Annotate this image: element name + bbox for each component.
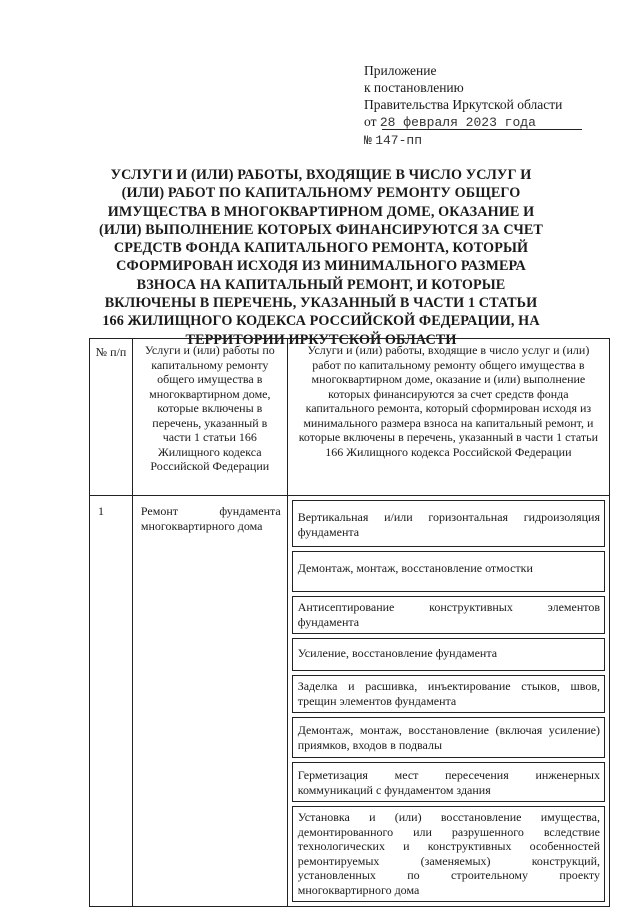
work-item: Заделка и расшивка, инъектирование стыков, швов, трещин элементов фундамента [292,675,605,713]
work-item: Демонтаж, монтаж, восстановление отмостки [292,551,605,592]
appendix-header [364,62,596,149]
header-works: Услуги и (или) работы, входящие в число услуг и (или) работ по капитальному ремонту общего имущества в многоквартирном доме, оказание и (или) выполнение которых финансируются за счет средств фонда капитального ремонта, который сформирован исходя из минимального размера взноса на капитальный ремонт, и которые включены в перечень, указанный в части 1 статьи 166 Жилищного кодекса Российской Федерации [287,339,609,496]
appendix-date: 28 февраля 2023 года [379,115,536,130]
appendix-label: Приложение [364,63,437,78]
appendix-government: Правительства Иркутской области [364,97,563,112]
document-title: УСЛУГИ И (ИЛИ) РАБОТЫ, ВХОДЯЩИЕ В ЧИСЛО УСЛУГ И (ИЛИ) РАБОТ ПО КАПИТАЛЬНОМУ РЕМОНТУ ОБЩЕГО ИМУЩЕСТВА В МНОГОКВАРТИРНОМ ДОМЕ, ОКАЗАНИЕ И (ИЛИ) ВЫПОЛНЕНИЕ КОТОРЫХ ФИНАНСИРУЮТСЯ ЗА СЧЕТ СРЕДСТВ ФОНДА КАПИТАЛЬНОГО РЕМОНТА, КОТОРЫЙ СФОРМИРОВАН ИСХОДЯ ИЗ МИНИМАЛЬНОГО РАЗМЕРА ВЗНОСА НА КАПИТАЛЬНЫЙ РЕМОНТ, И КОТОРЫЕ ВКЛЮЧЕНЫ В ПЕРЕЧЕНЬ, УКАЗАННЫЙ В ЧАСТИ 1 СТАТЬИ 166 ЖИЛИЩНОГО КОДЕКСА РОССИЙСКОЙ ФЕДЕРАЦИИ, НА ТЕРРИТОРИИ ИРКУТСКОЙ ОБЛАСТИ [99,167,543,348]
appendix-date-prefix: от [364,114,377,129]
row-works [287,496,609,907]
table-header-row [90,339,610,496]
work-item: Усиление, восстановление фундамента [292,638,605,671]
date-underline [382,129,582,130]
table-row [90,496,610,907]
appendix-number: 147-пп [375,133,422,148]
work-item: Антисептирование конструктивных элементов фундамента [292,596,605,634]
work-item: Демонтаж, монтаж, восстановление (включая усиление) приямков, входов в подвалы [292,717,605,758]
work-item: Герметизация мест пересечения инженерных коммуникаций с фундаментом здания [292,762,605,802]
appendix-resolution-ref: к постановлению [364,80,464,95]
appendix-number-line [364,131,596,149]
services-table [89,338,610,907]
work-item: Вертикальная и/или горизонтальная гидроизоляция фундамента [292,500,605,547]
header-service: Услуги и (или) работы по капитальному ремонту общего имущества в многоквартирном доме, которые включены в перечень, указанный в части 1 статьи 166 Жилищного кодекса Российской Федерации [132,339,287,496]
work-item: Установка и (или) восстановление имущества, демонтированного или разрушенного вследствие технологических и конструктивных особенностей ремонтируемых (заменяемых) конструкций, установленных по строительному проекту многоквартирного дома [292,806,605,902]
appendix-number-prefix: № [364,133,372,148]
appendix-date-line [364,113,596,131]
row-num: 1 [90,496,133,907]
row-service: Ремонт фундамента многоквартирного дома [132,496,287,907]
header-num: № п/п [90,339,133,496]
